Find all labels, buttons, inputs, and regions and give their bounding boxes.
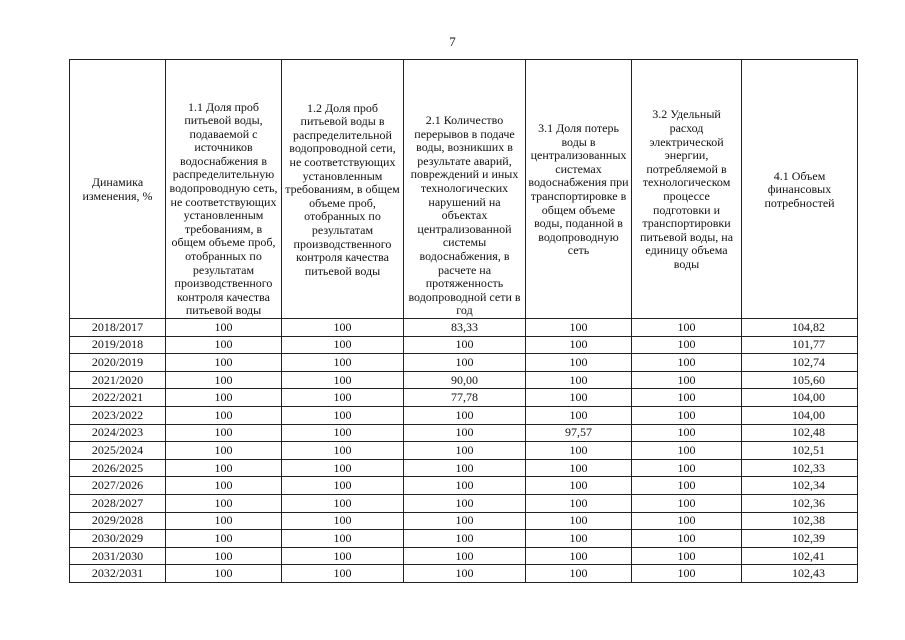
cell-energy-3-2: 100 — [632, 354, 742, 372]
cell-period: 2022/2021 — [70, 389, 166, 407]
cell-finance-4-1: 104,00 — [742, 389, 858, 407]
cell-losses-3-1: 100 — [526, 459, 632, 477]
table-row — [70, 442, 858, 460]
cell-energy-3-2: 100 — [632, 371, 742, 389]
cell-period: 2029/2028 — [70, 512, 166, 530]
cell-interruptions-2-1: 100 — [404, 459, 526, 477]
cell-energy-3-2: 100 — [632, 477, 742, 495]
table-row — [70, 530, 858, 548]
cell-share-1-1: 100 — [166, 389, 282, 407]
cell-energy-3-2: 100 — [632, 319, 742, 337]
cell-losses-3-1: 100 — [526, 512, 632, 530]
cell-period: 2021/2020 — [70, 371, 166, 389]
cell-interruptions-2-1: 100 — [404, 442, 526, 460]
cell-period: 2026/2025 — [70, 459, 166, 477]
cell-period: 2032/2031 — [70, 565, 166, 583]
cell-finance-4-1: 102,34 — [742, 477, 858, 495]
cell-share-1-2: 100 — [282, 512, 404, 530]
table-row — [70, 389, 858, 407]
cell-share-1-2: 100 — [282, 565, 404, 583]
cell-interruptions-2-1: 90,00 — [404, 371, 526, 389]
cell-energy-3-2: 100 — [632, 547, 742, 565]
cell-finance-4-1: 102,38 — [742, 512, 858, 530]
cell-share-1-1: 100 — [166, 406, 282, 424]
cell-finance-4-1: 102,51 — [742, 442, 858, 460]
cell-energy-3-2: 100 — [632, 406, 742, 424]
cell-energy-3-2: 100 — [632, 512, 742, 530]
table-row — [70, 336, 858, 354]
cell-share-1-1: 100 — [166, 494, 282, 512]
cell-share-1-1: 100 — [166, 565, 282, 583]
indicators-table — [69, 59, 858, 583]
cell-energy-3-2: 100 — [632, 389, 742, 407]
cell-share-1-1: 100 — [166, 459, 282, 477]
header-1-2: 1.2 Доля проб питьевой воды в распределительной водопроводной сети, не соответствующих установленным требованиям, в общем объеме проб, отобранных по результатам производственного контроля качества питьевой воды — [282, 60, 404, 319]
header-1-1: 1.1 Доля проб питьевой воды, подаваемой с источников водоснабжения в распределительную водопроводную сеть, не соответствующих установленным требованиям, в общем объеме проб, отобранных по результатам производственного контроля качества питьевой воды — [166, 60, 282, 319]
cell-interruptions-2-1: 77,78 — [404, 389, 526, 407]
cell-share-1-2: 100 — [282, 424, 404, 442]
cell-interruptions-2-1: 100 — [404, 565, 526, 583]
cell-period: 2020/2019 — [70, 354, 166, 372]
cell-losses-3-1: 100 — [526, 406, 632, 424]
table-row — [70, 371, 858, 389]
cell-finance-4-1: 102,43 — [742, 565, 858, 583]
cell-interruptions-2-1: 100 — [404, 530, 526, 548]
cell-share-1-1: 100 — [166, 319, 282, 337]
cell-interruptions-2-1: 100 — [404, 547, 526, 565]
cell-share-1-2: 100 — [282, 530, 404, 548]
cell-share-1-2: 100 — [282, 389, 404, 407]
cell-finance-4-1: 102,74 — [742, 354, 858, 372]
header-2-1: 2.1 Количество перерывов в подаче воды, возникших в результате аварий, повреждений и иных технологических нарушений на объектах централизованной системы водоснабжения, в расчете на протяженность водопроводной сети в год — [404, 60, 526, 319]
cell-interruptions-2-1: 100 — [404, 336, 526, 354]
cell-period: 2031/2030 — [70, 547, 166, 565]
cell-interruptions-2-1: 100 — [404, 512, 526, 530]
table-row — [70, 319, 858, 337]
cell-losses-3-1: 100 — [526, 530, 632, 548]
cell-energy-3-2: 100 — [632, 494, 742, 512]
cell-share-1-2: 100 — [282, 354, 404, 372]
cell-losses-3-1: 100 — [526, 389, 632, 407]
cell-share-1-2: 100 — [282, 547, 404, 565]
cell-losses-3-1: 100 — [526, 319, 632, 337]
table-row — [70, 512, 858, 530]
cell-finance-4-1: 102,48 — [742, 424, 858, 442]
cell-losses-3-1: 100 — [526, 442, 632, 460]
cell-energy-3-2: 100 — [632, 424, 742, 442]
cell-energy-3-2: 100 — [632, 459, 742, 477]
cell-period: 2027/2026 — [70, 477, 166, 495]
cell-share-1-2: 100 — [282, 406, 404, 424]
cell-interruptions-2-1: 100 — [404, 494, 526, 512]
cell-period: 2019/2018 — [70, 336, 166, 354]
cell-period: 2025/2024 — [70, 442, 166, 460]
cell-share-1-1: 100 — [166, 530, 282, 548]
header-row — [70, 60, 858, 319]
cell-interruptions-2-1: 83,33 — [404, 319, 526, 337]
cell-finance-4-1: 102,39 — [742, 530, 858, 548]
cell-finance-4-1: 101,77 — [742, 336, 858, 354]
table-row — [70, 424, 858, 442]
header-3-2: 3.2 Удельный расход электрической энергии, потребляемой в технологическом процессе подготовки и транспортировки питьевой воды, на единицу объема воды — [632, 60, 742, 319]
cell-energy-3-2: 100 — [632, 336, 742, 354]
cell-share-1-2: 100 — [282, 371, 404, 389]
cell-interruptions-2-1: 100 — [404, 477, 526, 495]
cell-share-1-2: 100 — [282, 477, 404, 495]
cell-share-1-1: 100 — [166, 336, 282, 354]
cell-period: 2018/2017 — [70, 319, 166, 337]
header-3-1: 3.1 Доля потерь воды в централизованных системах водоснабжения при транспортировке в общем объеме воды, поданной в водопроводную сеть — [526, 60, 632, 319]
table-row — [70, 406, 858, 424]
cell-share-1-2: 100 — [282, 459, 404, 477]
cell-share-1-1: 100 — [166, 424, 282, 442]
cell-energy-3-2: 100 — [632, 565, 742, 583]
cell-period: 2030/2029 — [70, 530, 166, 548]
cell-losses-3-1: 100 — [526, 371, 632, 389]
cell-losses-3-1: 100 — [526, 547, 632, 565]
table-row — [70, 354, 858, 372]
cell-finance-4-1: 104,82 — [742, 319, 858, 337]
header-4-1: 4.1 Объем финансовых потребностей — [742, 60, 858, 319]
cell-losses-3-1: 100 — [526, 354, 632, 372]
cell-share-1-1: 100 — [166, 442, 282, 460]
table-row — [70, 477, 858, 495]
cell-period: 2028/2027 — [70, 494, 166, 512]
cell-share-1-1: 100 — [166, 354, 282, 372]
cell-interruptions-2-1: 100 — [404, 406, 526, 424]
cell-interruptions-2-1: 100 — [404, 354, 526, 372]
cell-share-1-2: 100 — [282, 319, 404, 337]
cell-finance-4-1: 102,33 — [742, 459, 858, 477]
cell-share-1-1: 100 — [166, 547, 282, 565]
table-row — [70, 459, 858, 477]
table-row — [70, 565, 858, 583]
table-body — [70, 319, 858, 583]
cell-energy-3-2: 100 — [632, 530, 742, 548]
cell-share-1-1: 100 — [166, 512, 282, 530]
cell-period: 2023/2022 — [70, 406, 166, 424]
cell-losses-3-1: 100 — [526, 477, 632, 495]
cell-share-1-2: 100 — [282, 336, 404, 354]
header-dynamics: Динамика изменения, % — [70, 60, 166, 319]
cell-period: 2024/2023 — [70, 424, 166, 442]
cell-interruptions-2-1: 100 — [404, 424, 526, 442]
cell-share-1-2: 100 — [282, 442, 404, 460]
table-row — [70, 547, 858, 565]
cell-finance-4-1: 102,41 — [742, 547, 858, 565]
cell-finance-4-1: 104,00 — [742, 406, 858, 424]
page-number: 7 — [449, 34, 456, 49]
cell-losses-3-1: 100 — [526, 494, 632, 512]
cell-losses-3-1: 100 — [526, 565, 632, 583]
table-row — [70, 494, 858, 512]
cell-share-1-1: 100 — [166, 477, 282, 495]
cell-losses-3-1: 100 — [526, 336, 632, 354]
cell-losses-3-1: 97,57 — [526, 424, 632, 442]
cell-finance-4-1: 102,36 — [742, 494, 858, 512]
cell-finance-4-1: 105,60 — [742, 371, 858, 389]
cell-share-1-1: 100 — [166, 371, 282, 389]
cell-share-1-2: 100 — [282, 494, 404, 512]
cell-energy-3-2: 100 — [632, 442, 742, 460]
